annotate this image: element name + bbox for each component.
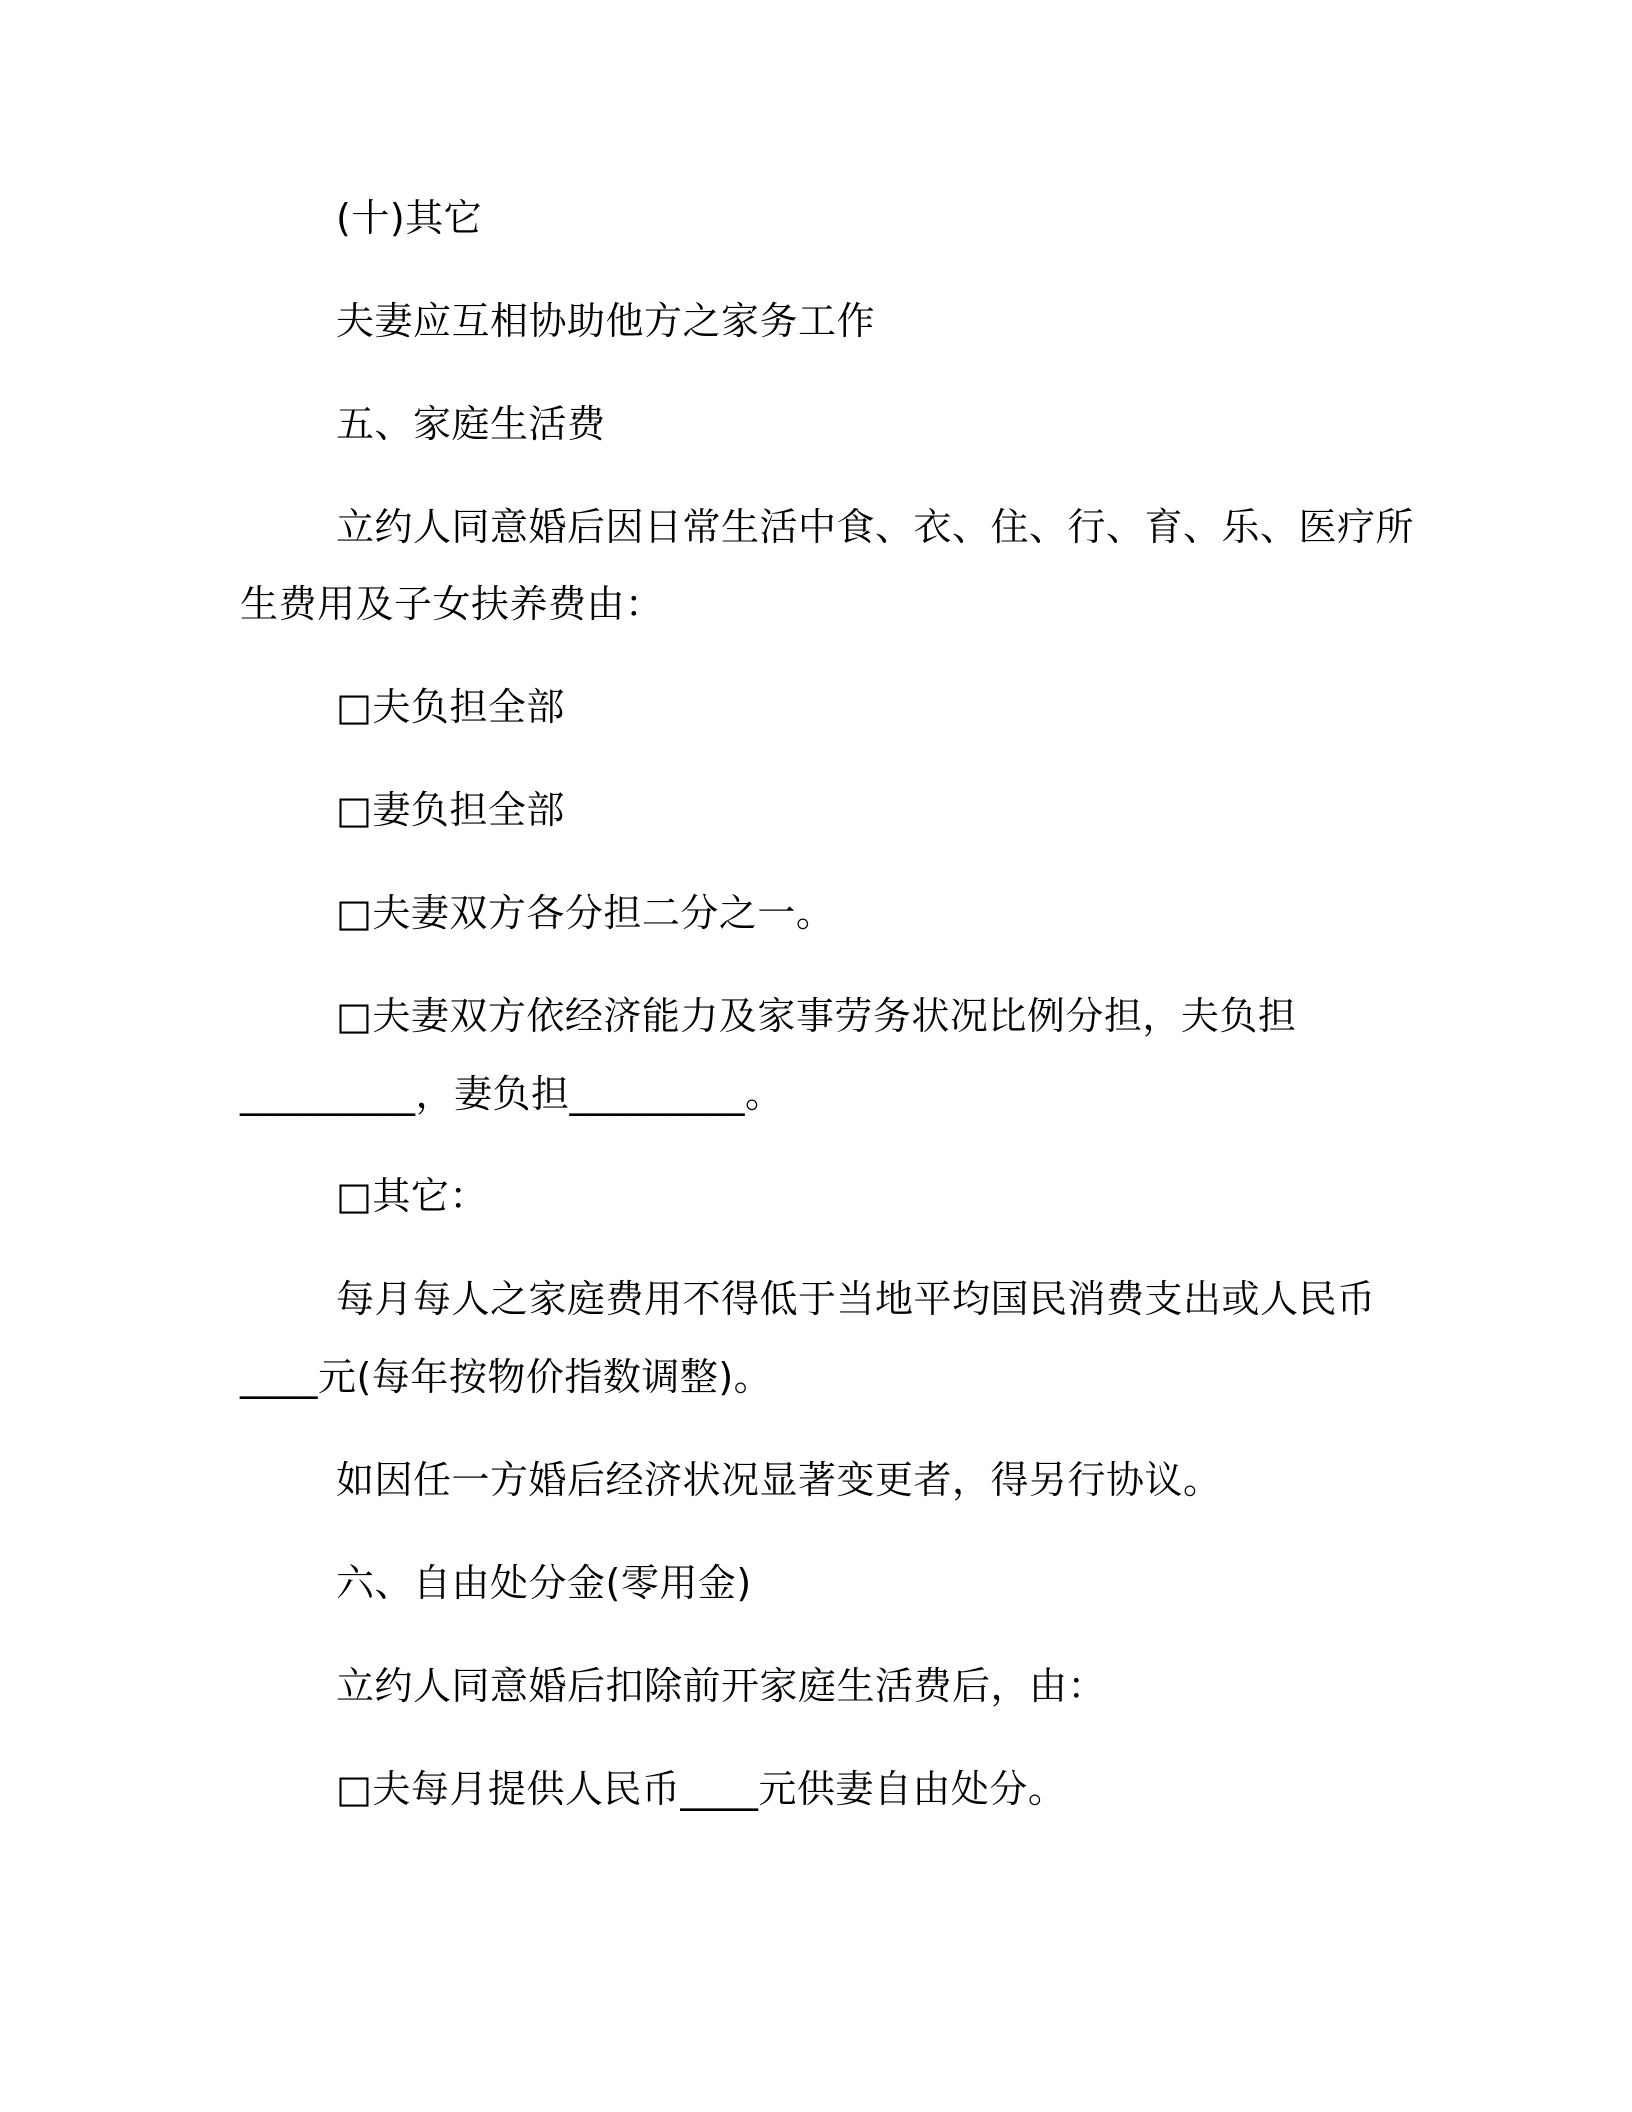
subsection-heading-other: (十)其它 <box>336 196 483 240</box>
option-proportional-line1: □夫妻双方依经济能力及家事劳务状况比例分担，夫负担 <box>336 994 1297 1038</box>
paragraph-housework: 夫妻应互相协助他方之家务工作 <box>336 299 876 343</box>
option-wife-pays-all: □妻负担全部 <box>336 788 565 832</box>
paragraph-pocket-money-intro: 立约人同意婚后扣除前开家庭生活费后，由： <box>336 1664 1107 1708</box>
option-other: □其它： <box>336 1174 488 1218</box>
paragraph-minimum-expense-line2: ____元(每年按物价指数调整)。 <box>240 1355 773 1399</box>
paragraph-renegotiation: 如因任一方婚后经济状况显著变更者，得另行协议。 <box>336 1458 1222 1502</box>
paragraph-expenses-intro-line2: 生费用及子女扶养费由： <box>240 582 664 626</box>
option-split-half: □夫妻双方各分担二分之一。 <box>336 891 835 935</box>
option-husband-provides-monthly: □夫每月提供人民币____元供妻自由处分。 <box>336 1767 1067 1811</box>
section-heading-household-expenses: 五、家庭生活费 <box>336 402 606 446</box>
option-proportional-line2: _________，妻负担_________。 <box>240 1072 784 1116</box>
paragraph-expenses-intro-line1: 立约人同意婚后因日常生活中食、衣、住、行、育、乐、医疗所 <box>336 505 1415 549</box>
option-husband-pays-all: □夫负担全部 <box>336 685 565 729</box>
section-heading-pocket-money: 六、自由处分金(零用金) <box>336 1561 752 1605</box>
paragraph-minimum-expense-line1: 每月每人之家庭费用不得低于当地平均国民消费支出或人民币 <box>336 1277 1376 1321</box>
